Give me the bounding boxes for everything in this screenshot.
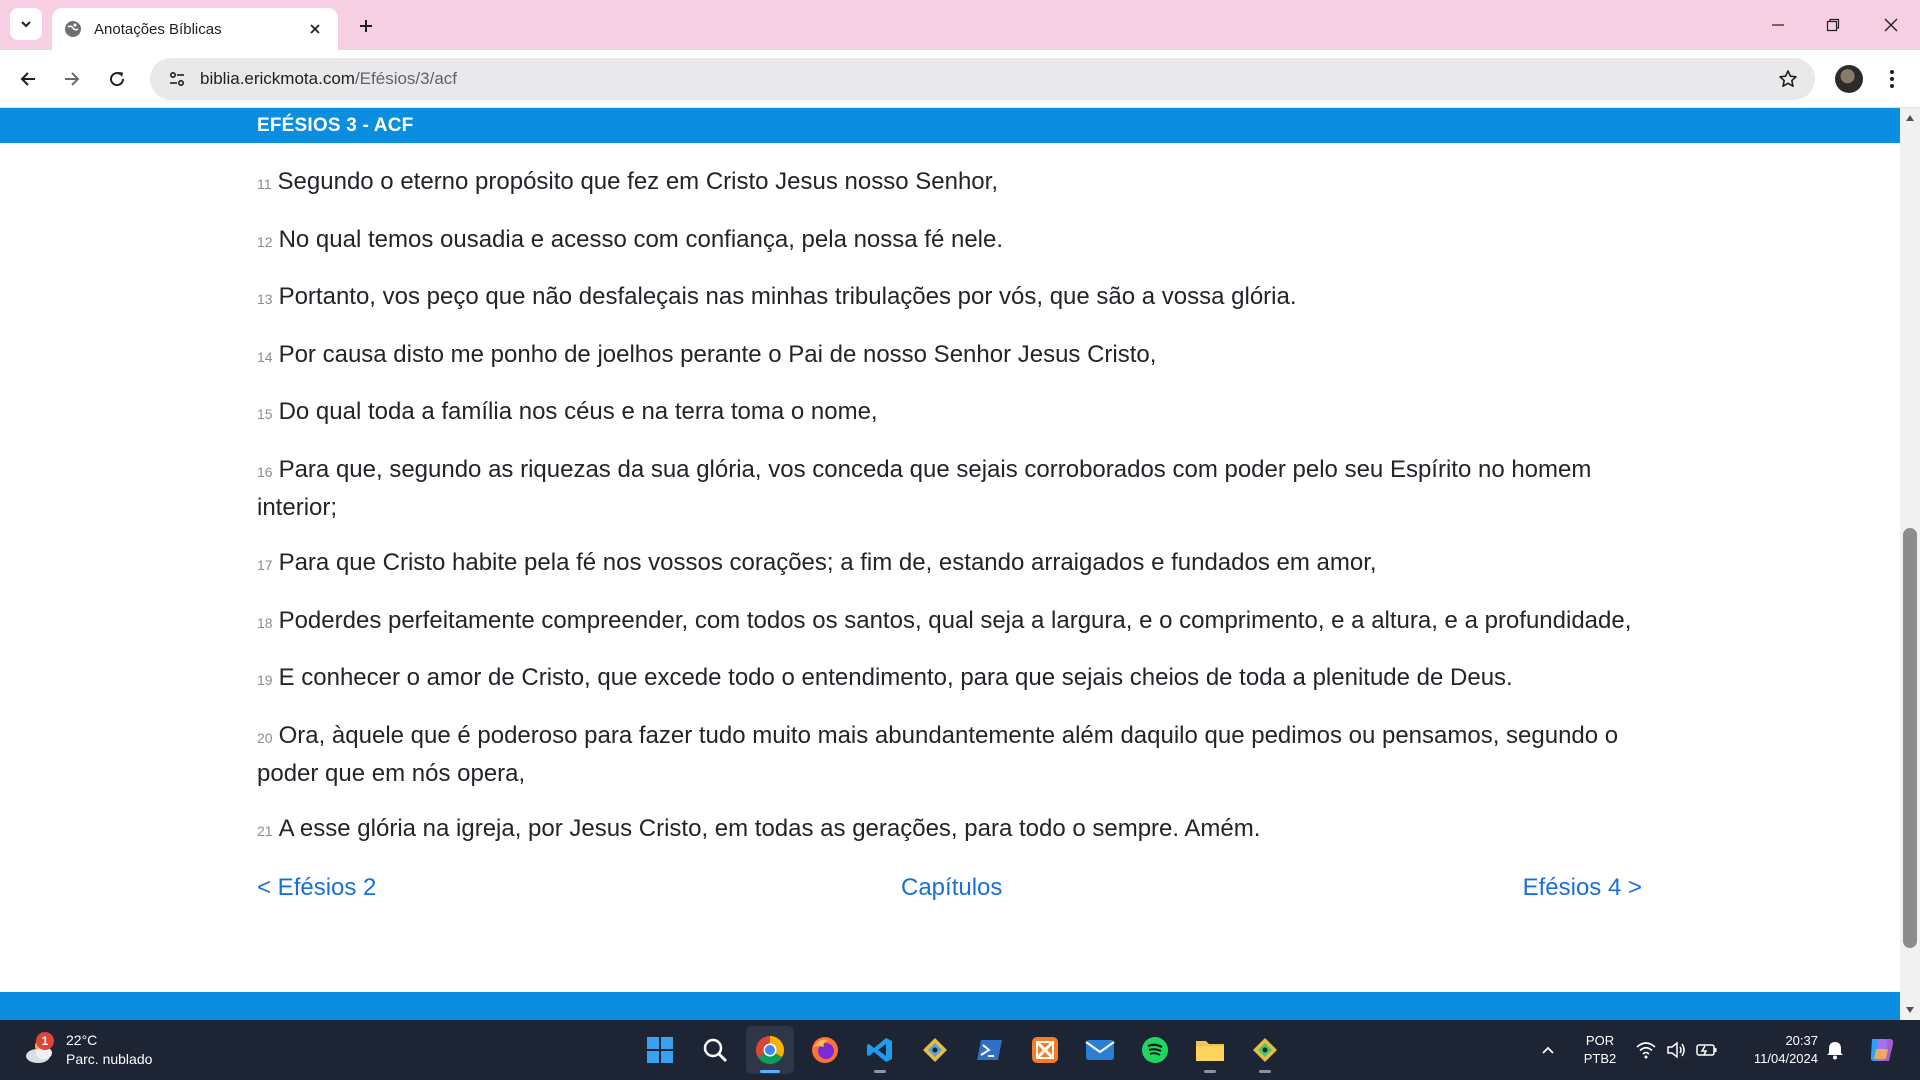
terminal-icon xyxy=(976,1036,1004,1064)
notifications-button[interactable] xyxy=(1826,1020,1844,1080)
verse xyxy=(257,222,1647,260)
verse-number: 19 xyxy=(257,672,273,688)
close-icon xyxy=(1884,18,1898,32)
verse-list xyxy=(257,164,1647,869)
copilot-icon xyxy=(1866,1035,1896,1065)
profile-avatar[interactable] xyxy=(1835,65,1863,93)
browser-tab-bar xyxy=(0,0,1920,50)
verse xyxy=(257,279,1647,317)
url-host: biblia.erickmota.com xyxy=(200,69,355,88)
tray-overflow-button[interactable] xyxy=(1540,1020,1556,1080)
battery-charging-icon xyxy=(1696,1042,1718,1058)
chevron-up-icon xyxy=(1540,1042,1556,1058)
verse-number: 11 xyxy=(257,176,272,192)
scroll-up-arrow-icon[interactable] xyxy=(1900,108,1920,128)
vscode-icon xyxy=(866,1036,894,1064)
mail-taskbar-app[interactable] xyxy=(1076,1026,1124,1074)
file-explorer-taskbar-app[interactable] xyxy=(1186,1026,1234,1074)
close-tab-icon[interactable] xyxy=(304,18,326,40)
spotify-icon xyxy=(1141,1036,1169,1064)
language-code: POR xyxy=(1585,1033,1615,1048)
weather-badge: 1 xyxy=(36,1032,54,1050)
verse-text: Segundo o eterno propósito que fez em Cristo Jesus nosso Senhor, xyxy=(277,168,998,195)
verse-text: Para que, segundo as riquezas da sua glória, vos conceda que sejais corroborados com poder pelo seu Espírito no homem interior; xyxy=(257,455,1592,521)
minimize-button[interactable] xyxy=(1763,10,1793,40)
input-language-indicator[interactable] xyxy=(1582,1032,1618,1068)
wifi-icon xyxy=(1636,1041,1656,1059)
verse-text: No qual temos ousadia e acesso com confiança, pela nossa fé nele. xyxy=(278,225,1004,253)
browser-toolbar xyxy=(0,50,1920,108)
verse-number: 18 xyxy=(257,614,273,631)
start-button[interactable] xyxy=(636,1026,684,1074)
verse xyxy=(257,603,1647,641)
git-diamond-icon xyxy=(921,1036,949,1064)
chapter-pager xyxy=(257,874,1642,904)
chevron-down-icon xyxy=(19,17,33,31)
spotify-taskbar-app[interactable] xyxy=(1131,1026,1179,1074)
restore-button[interactable] xyxy=(1818,10,1848,40)
firefox-icon xyxy=(810,1035,840,1065)
git-diamond-icon xyxy=(1251,1036,1279,1064)
close-window-button[interactable] xyxy=(1876,10,1906,40)
restore-icon xyxy=(1826,18,1840,32)
verse-number: 16 xyxy=(257,463,273,480)
system-clock[interactable] xyxy=(1738,1032,1818,1068)
copilot-button[interactable] xyxy=(1866,1020,1896,1080)
verse-number: 14 xyxy=(257,348,273,365)
globe-icon xyxy=(64,20,82,38)
page-viewport xyxy=(0,108,1900,1020)
taskbar-apps xyxy=(636,1026,1296,1074)
clock-time: 20:37 xyxy=(1785,1033,1818,1048)
vscode-taskbar-app[interactable] xyxy=(856,1026,904,1074)
forward-button[interactable] xyxy=(56,63,88,95)
firefox-taskbar-app[interactable] xyxy=(801,1026,849,1074)
chrome-icon xyxy=(755,1035,785,1065)
browser-tab-active[interactable] xyxy=(52,8,338,50)
weather-widget[interactable] xyxy=(22,1028,152,1072)
bell-icon xyxy=(1826,1040,1844,1060)
tab-search-button[interactable] xyxy=(10,8,42,40)
minimize-icon xyxy=(1771,18,1785,32)
chapter-title: EFÉSIOS 3 - ACF xyxy=(257,115,414,136)
verse-text: A esse glória na igreja, por Jesus Cristo, em todas as gerações, para todo o sempre. Amém. xyxy=(278,815,1261,842)
verse xyxy=(257,164,1647,202)
url-path: /Efésios/3/acf xyxy=(354,69,458,88)
browser-menu-button[interactable] xyxy=(1880,63,1904,95)
reload-icon xyxy=(107,69,127,89)
url-text xyxy=(200,69,457,89)
running-indicator xyxy=(1204,1070,1216,1073)
partly-cloudy-icon xyxy=(22,1032,58,1068)
scrollbar-thumb[interactable] xyxy=(1903,528,1917,948)
verse xyxy=(257,718,1647,792)
verse xyxy=(257,660,1647,698)
verse-text: Portanto, vos peço que não desfaleçais nas minhas tribulações por vós, que são a vossa glória. xyxy=(278,283,1297,310)
clock-date: 11/04/2024 xyxy=(1753,1051,1818,1066)
search-icon xyxy=(701,1036,729,1064)
verse xyxy=(257,545,1647,583)
chrome-taskbar-app[interactable] xyxy=(746,1026,794,1074)
arrow-left-icon xyxy=(18,69,38,89)
speaker-icon xyxy=(1666,1041,1686,1059)
scroll-down-arrow-icon[interactable] xyxy=(1900,1000,1920,1020)
running-indicator xyxy=(1259,1070,1271,1073)
git-tool-taskbar-app[interactable] xyxy=(911,1026,959,1074)
chapters-link[interactable]: Capítulos xyxy=(901,874,1003,901)
verse-text: Ora, àquele que é poderoso para fazer tudo muito mais abundantemente além daquilo que pedimos ou pensamos, segundo o poder que em nós opera, xyxy=(257,721,1619,787)
tab-title: Anotações Bíblicas xyxy=(94,20,222,38)
page-scrollbar[interactable] xyxy=(1900,108,1920,1020)
windows-logo-icon xyxy=(646,1036,674,1064)
footer-bar xyxy=(0,992,1900,1020)
address-bar[interactable] xyxy=(150,58,1815,100)
site-info-icon[interactable] xyxy=(166,68,188,90)
volume-status[interactable] xyxy=(1666,1020,1686,1080)
verse-number: 12 xyxy=(257,233,273,250)
xampp-taskbar-app[interactable] xyxy=(1021,1026,1069,1074)
xampp-icon xyxy=(1031,1036,1059,1064)
active-indicator xyxy=(760,1070,780,1073)
verse-number: 21 xyxy=(257,823,273,839)
battery-status[interactable] xyxy=(1696,1020,1718,1080)
wifi-status[interactable] xyxy=(1636,1020,1656,1080)
windows-taskbar xyxy=(0,1020,1920,1080)
keyboard-layout: PTB2 xyxy=(1583,1051,1617,1066)
verse xyxy=(257,394,1647,432)
verse-text: Por causa disto me ponho de joelhos perante o Pai de nosso Senhor Jesus Cristo, xyxy=(278,340,1157,368)
verse-number: 17 xyxy=(257,557,273,573)
running-indicator xyxy=(874,1070,886,1073)
plus-icon xyxy=(358,18,374,34)
search-button[interactable] xyxy=(691,1026,739,1074)
reload-button[interactable] xyxy=(101,63,133,95)
weather-description: Parc. nublado xyxy=(66,1051,153,1067)
powershell-taskbar-app[interactable] xyxy=(966,1026,1014,1074)
more-vertical-icon xyxy=(1889,69,1895,89)
back-button[interactable] xyxy=(12,63,44,95)
verse-text: Para que Cristo habite pela fé nos vossos corações; a fim de, estando arraigados e fundados em amor, xyxy=(278,549,1377,576)
verse-text: Do qual toda a família nos céus e na terra toma o nome, xyxy=(278,398,878,425)
verse-number: 15 xyxy=(257,406,273,422)
verse-text: Poderdes perfeitamente compreender, com todos os santos, qual seja a largura, e o comprimento, e a altura, e a profundidade, xyxy=(278,606,1632,634)
verse-number: 13 xyxy=(257,291,273,307)
verse-text: E conhecer o amor de Cristo, que excede todo o entendimento, para que sejais cheios de toda a plenitude de Deus. xyxy=(278,664,1513,691)
verse xyxy=(257,337,1647,375)
new-tab-button[interactable] xyxy=(352,12,380,40)
previous-chapter-link[interactable]: < Efésios 2 xyxy=(257,874,377,901)
git-client-taskbar-app[interactable] xyxy=(1241,1026,1289,1074)
weather-temperature: 22°C xyxy=(66,1032,98,1048)
chapter-header-bar xyxy=(0,108,1900,143)
folder-icon xyxy=(1195,1037,1225,1063)
verse xyxy=(257,452,1647,526)
verse-number: 20 xyxy=(257,729,273,746)
next-chapter-link[interactable]: Efésios 4 > xyxy=(1522,874,1642,901)
arrow-right-icon xyxy=(62,69,82,89)
mail-icon xyxy=(1085,1037,1115,1063)
verse xyxy=(257,811,1647,849)
bookmark-star-icon[interactable] xyxy=(1777,68,1799,90)
